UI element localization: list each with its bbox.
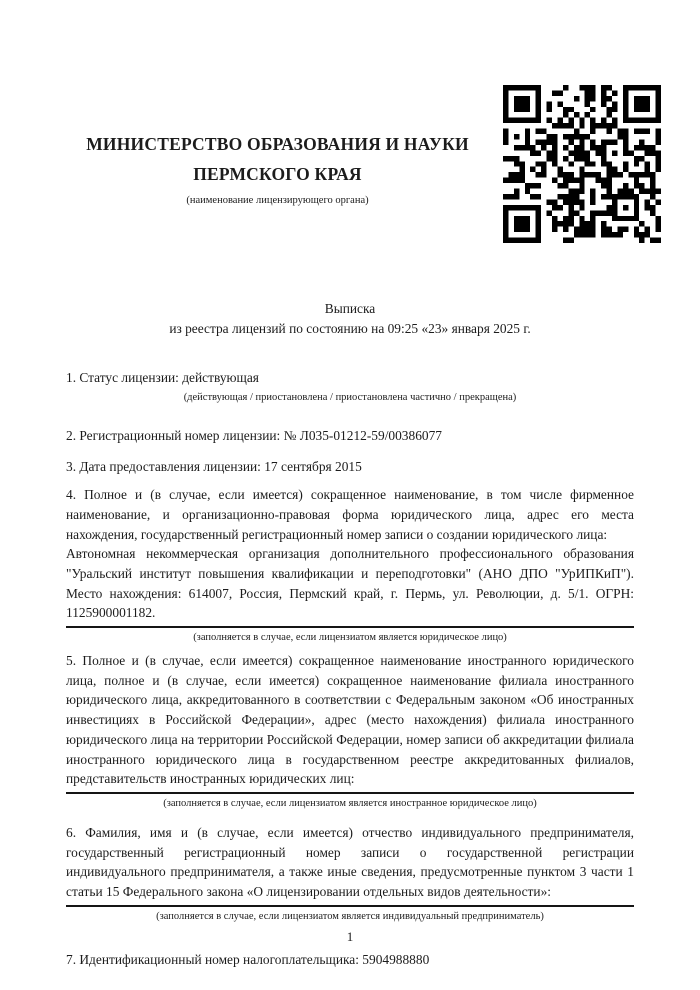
- item-4-caption: (заполняется в случае, если лицензиатом является юридическое лицо): [193, 632, 507, 644]
- item-6-caption: (заполняется в случае, если лицензиатом является индивидуальный предприниматель): [156, 910, 544, 922]
- document-title: [0, 299, 700, 339]
- item-6-entrepreneur-section: [66, 823, 634, 924]
- item-7-taxpayer-number: 7. Идентификационный номер налогоплательщика: 5904988880: [66, 951, 430, 967]
- item-4-label: 4. Полное и (в случае, если имеется) сокращенное наименование, в том числе фирменное наименование, и организационно-правовая форма юридического лица, адрес его места нахождения, государственный регистрационный номер записи о создании юридического лица:: [66, 487, 634, 542]
- ministry-name-line1: МИНИСТЕРСТВО ОБРАЗОВАНИЯ И НАУКИ: [86, 134, 469, 154]
- item-4-legal-entity-section: [66, 485, 634, 645]
- item-1-status-options-caption: (действующая / приостановлена / приостановлена частично / прекращена): [183, 391, 517, 403]
- document-body: [66, 368, 634, 969]
- item-1-license-status: 1. Статус лицензии: действующая: [66, 370, 259, 385]
- item-5-foreign-entity-section: [66, 651, 634, 811]
- ministry-name-line2: ПЕРМСКОГО КРАЯ: [193, 164, 362, 184]
- qr-code-icon: [503, 85, 661, 243]
- item-6-label: 6. Фамилия, имя и (в случае, если имеется) отчество индивидуального предпринимателя, государственный регистрационный номер записи о государственной регистрации индивидуального предпринимателя, а также иные сведения, предусмотренные пунктом 3 части 1 статьи 15 Федерального закона «О лицензировании отдельных видов деятельности»:: [66, 824, 634, 900]
- underline-rule: [66, 792, 634, 794]
- authority-caption: (наименование лицензирующего органа): [186, 195, 369, 206]
- item-5-label: 5. Полное и (в случае, если имеется) сокращенное наименование иностранного юридического лица, полное и (в случае, если имеется) сокращенное наименование филиала иностранного юридического лица, аккредитованного в соответствии с Федеральным законом «Об иностранных инвестициях в Российской Федерации», адрес (место нахождения) филиала иностранного юридического лица на территории Российской Федерации, номер записи об аккредитации филиала иностранного юридического лица в государственном реестре аккредитованных филиалов, представительств иностранных юридических лиц:: [66, 653, 634, 787]
- page-number: 1: [346, 929, 354, 944]
- item-2-registration-number: 2. Регистрационный номер лицензии: № Л035-01212-59/00386077: [66, 427, 442, 443]
- title-line1: Выписка: [324, 301, 376, 316]
- underline-rule: [66, 626, 634, 628]
- item-4-licensee-value: Автономная некоммерческая организация дополнительного профессионального образования "Уральский институт повышения квалификации и переподготовки" (АНО ДПО "УрИПКиП"). Место нахождения: 614007, Россия, Пермский край, г. Пермь, ул. Революции, д. 5/1. ОГРН: 1125900001182.: [66, 546, 634, 621]
- item-5-caption: (заполняется в случае, если лицензиатом является иностранное юридическое лицо): [163, 797, 537, 809]
- licensing-authority-header: [40, 129, 515, 207]
- underline-rule: [66, 905, 634, 907]
- title-line2: из реестра лицензий по состоянию на 09:25 «23» января 2025 г.: [169, 321, 531, 336]
- item-3-grant-date: 3. Дата предоставления лицензии: 17 сентября 2015: [66, 459, 362, 475]
